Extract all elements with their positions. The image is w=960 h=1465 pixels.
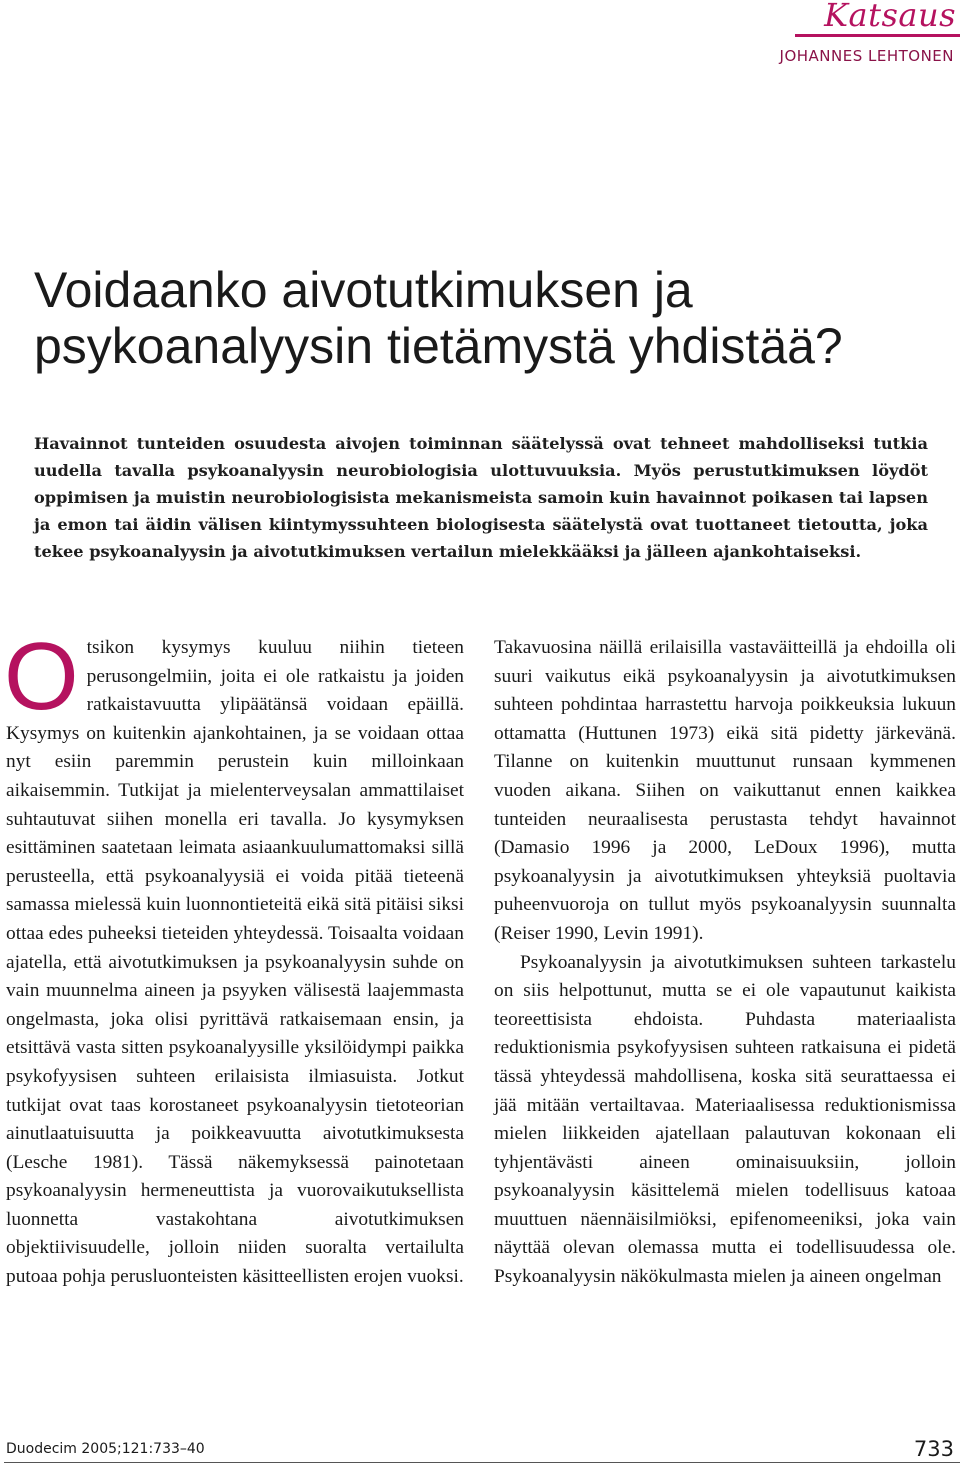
body-paragraph: tsikon kysymys kuuluu niihin tieteen perusongelmiin, joita ei ole ratkaistu ja joiden ratkaistavuutta ylipäätänsä voidaan epäillä. Kysymys on kuitenkin ajankohtainen, ja se voidaan ottaa nyt esiin paremmin perustein kuin milloinkaan aikaisemmin. Tutkijat ja mielenterveysalan ammattilaiset suhtautuvat siihen monella eri tavalla. Jo kysymyksen esittäminen saatetaan leimata asiaankuulumattomaksi sillä perusteella, että psykoanalyysiä ei voida pitää tieteenä samassa mielessä kuin luonnontieteitä eikä sitä pitäisi siksi ottaa edes puheeksi tieteiden yhteydessä. Toisaalta voidaan ajatella, että aivotutkimuksen ja psykoanalyysin suhde on vain muunnelma aineen ja psyyken välisestä laajemmasta ongelmasta, joka olisi pyrittävä ratkaisemaan ensin, ja etsittävä vasta sitten psykoanalyysille yksilöidympi paikka psykofyysisen suhteen erilaisista ilmiasuista. Jotkut tutkijat ovat taas korostaneet psykoanalyysin tietoteorian ainutlaatuisuutta ja poikkeavuutta aivotutkimuksesta (Lesche 1981). Tässä näkemyksessä painotetaan psykoanalyysin hermeneuttista ja vuorovaikutuksellista luonnetta vastakohtana aivotutkimuksen objektiivisuudelle, jolloin niiden suoralta vertailulta putoaa pohja perusluonteisten käsitteellisten erojen vuoksi. [6,637,464,1288]
article-title: Voidaanko aivotutkimuksen ja psykoanalyysin tietämystä yhdistää? [34,262,843,374]
footer-rule [4,1462,960,1463]
body-column-right [494,634,956,1292]
section-rule [795,34,960,37]
footer-citation: Duodecim 2005;121:733–40 [6,1441,205,1457]
article-lead: Havainnot tunteiden osuudesta aivojen toiminnan säätelyssä ovat tehneet mahdolliseksi tutkia uudella tavalla psykoanalyysin neurobiologisia ulottuvuuksia. Myös perustutkimuksen löydöt oppimisen ja muistin neurobiologisista mekanismeista samoin kuin havainnot poikasen tai lapsen ja emon tai äidin välisen kiintymyssuhteen biologisesta säätelystä ovat tuottaneet tietoutta, joka tekee psykoanalyysin ja aivotutkimuksen vertailun mielekkääksi ja jälleen ajankohtaiseksi. [34,434,928,561]
drop-cap: O [4,623,79,730]
page-number: 733 [913,1437,954,1461]
body-paragraph: Psykoanalyysin ja aivotutkimuksen suhteen tarkastelu on siis helpottunut, mutta se ei ole vapautunut kaikista teoreettisista ehdoista. Puhdasta materiaalista reduktionismia psykofyysisen suhteen ratkaisuna ei pidetä tässä yhteydessä mahdollisena, koska sitä seurattaessa ei jää mitään vertailtavaa. Materiaalisessa reduktionismissa mielen liikkeiden ajatellaan palautuvan kokonaan eli tyhjentävästi aineen ominaisuuksiin, jolloin psykoanalyysin käsittelemä mielen todellisuus katoaa muuttuen näennäisilmiöksi, epifenomeeniksi, joka vain näyttää olevan olemassa mutta ei todellisuudessa ole. Psykoanalyysin näkökulmasta mielen ja aineen ongelman [494,951,956,1288]
body-paragraph: Takavuosina näillä erilaisilla vastaväitteillä ja ehdoilla oli suuri vaikutus eikä psykoanalyysin ja aivotutkimuksen suhteen pohdintaa harrastettu harvoja poikkeuksia lukuun ottamatta (Huttunen 1973) eikä sitä pidetty järkevänä. Tilanne on kuitenkin muuttunut runsaan kymmenen vuoden aikana. Siihen on vaikuttanut ennen kaikkea tunteiden neuraalisesta perustasta tehdyt havainnot (Damasio 1996 ja 2000, LeDoux 1996), mutta psykoanalyysin ja aivotutkimuksen yhteyksiä puoltavia puheenvuoroja on tullut myös psykoanalyysin suunnalta (Reiser 1990, Levin 1991). [494,637,956,944]
author-name: JOHANNES LEHTONEN [779,47,954,65]
section-label: Katsaus [824,0,956,34]
body-column-left [4,623,464,1292]
